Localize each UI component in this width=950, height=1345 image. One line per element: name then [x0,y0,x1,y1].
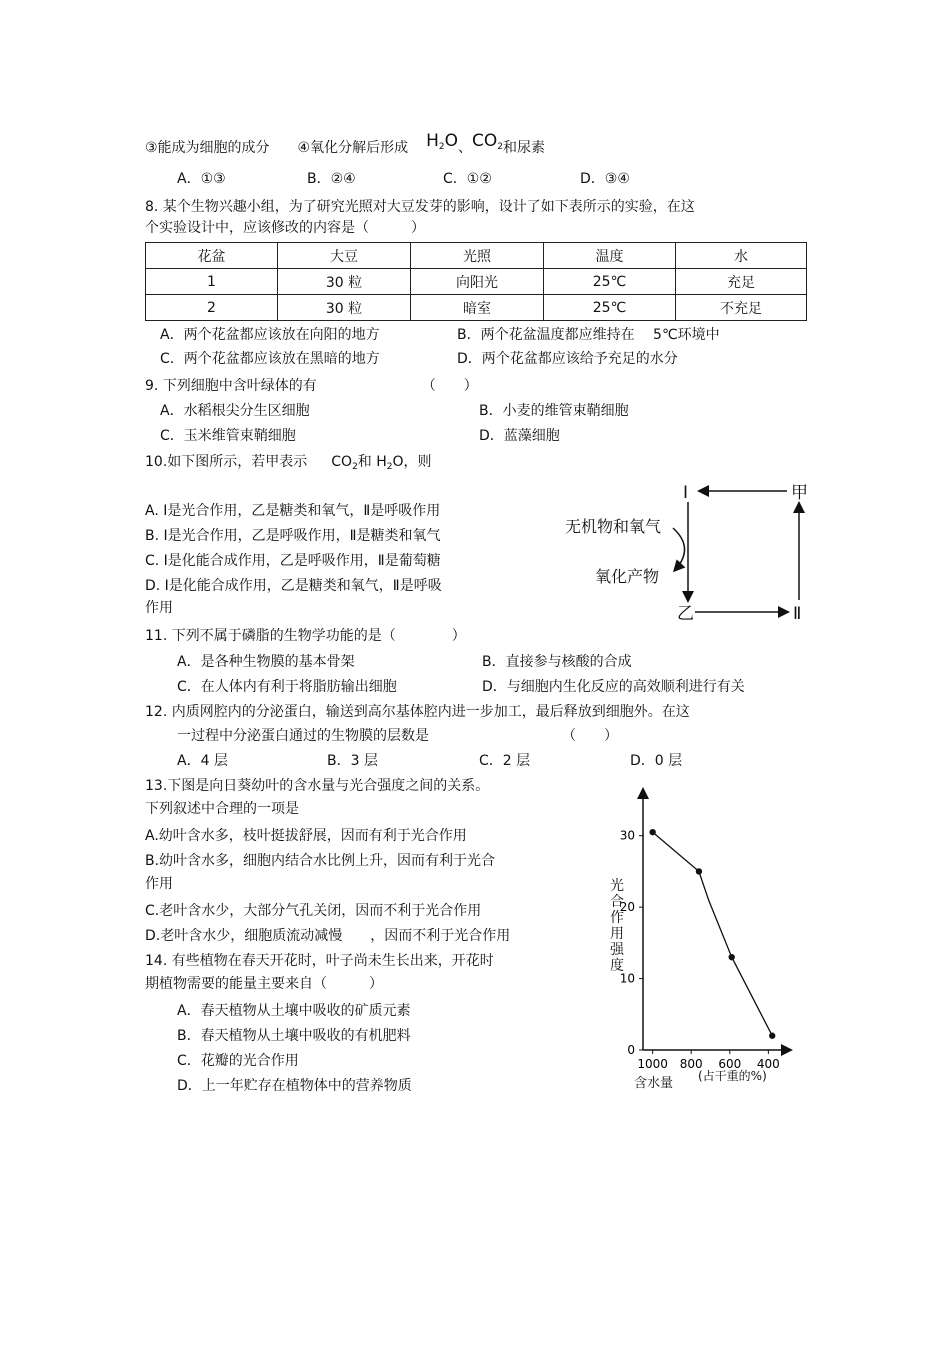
node-jia: 甲 [791,483,808,503]
q13-option-d: D.老叶含水少，细胞质流动减慢 ，因而不利于光合作用 [145,928,511,944]
experiment-table [145,242,807,321]
data-point [729,954,735,960]
table-header: 花盆 [146,243,278,269]
series-line [653,832,773,1036]
q7-option-b: B．②④ [307,171,356,187]
data-point [649,829,655,835]
table-cell: 25℃ [544,295,676,321]
table-header-row [146,243,807,269]
q11-option-a: A．是各种生物膜的基本骨架 [177,654,355,670]
q12-option-c: C．2 层 [479,753,531,769]
table-cell: 30 粒 [278,269,411,295]
curved-arrow [673,528,685,570]
q14-option-d: D．上一年贮存在植物体中的营养物质 [177,1078,412,1094]
data-point [696,868,702,874]
q12-stem-2: 一过程中分泌蛋白通过的生物膜的层数是 （ ） [177,728,618,744]
q9-stem: 9. 下列细胞中含叶绿体的有 （ ） [145,378,478,394]
q10-stem: 10.如下图所示，若甲表示 $CO_2$和 $H_2O$，则 [145,454,432,472]
q9-option-b: B．小麦的维管束鞘细胞 [479,403,629,419]
x-tick-label: 400 [756,1057,780,1071]
table-cell: 2 [146,295,278,321]
table-header: 温度 [544,243,676,269]
table-cell: 不充足 [676,295,807,321]
q7-option-c: C．①② [443,171,492,187]
q7-option-d: D．③④ [580,171,630,187]
q13-stem-2: 下列叙述中合理的一项是 [145,801,299,817]
table-row [146,269,807,295]
q12-stem-1: 12. 内质网腔内的分泌蛋白，输送到高尔基体腔内进一步加工，最后释放到细胞外。在这 [145,704,690,720]
q8-option-b: B．两个花盆温度都应维持在 5℃环境中 [457,327,720,343]
q10-co2: CO [331,454,353,470]
q11-option-c: C．在人体内有利于将脂肪输出细胞 [177,679,397,695]
y-tick-label: 0 [627,1043,635,1057]
q11-option-b: B．直接参与核酸的合成 [482,654,632,670]
label-inorganic-oxygen: 无机物和氧气 [565,517,662,536]
table-cell: 1 [146,269,278,295]
q9-option-d: D．蓝藻细胞 [479,428,560,444]
q8-stem-1: 8. 某个生物兴趣小组，为了研究光照对大豆发芽的影响，设计了如下表所示的实验，在这 [145,199,695,215]
q12-option-a: A．4 层 [177,753,228,769]
data-point [769,1033,775,1039]
node-II: Ⅱ [793,604,802,624]
q7-line-text: ③能成为细胞的成分 ④氧化分解后形成 [145,140,409,156]
q10-option-c: C. Ⅰ是化能合成作用，乙是呼吸作用，Ⅱ是葡萄糖 [145,553,441,569]
table-cell: 暗室 [411,295,544,321]
node-I: Ⅰ [683,483,689,503]
q10-stem-a: 10.如下图所示，若甲表示 [145,454,308,470]
q10-option-a: A. Ⅰ是光合作用，乙是糖类和氧气，Ⅱ是呼吸作用 [145,503,441,519]
table-header: 光照 [411,243,544,269]
table-cell: 25℃ [544,269,676,295]
x-tick-label: 600 [718,1057,742,1071]
q10-stem-b: 和 H [357,454,387,470]
x-axis-unit: (占干重的%) [698,1069,767,1083]
co2-formula: $CO_2$ [472,131,504,152]
table-cell: 向阳光 [411,269,544,295]
q10-option-d: D. Ⅰ是化能合成作用，乙是糖类和氧气，Ⅱ是呼吸 [145,578,442,594]
x-tick-group [637,1050,779,1071]
q12-option-d: D．0 层 [630,753,683,769]
q7-sep: 、 [458,140,473,156]
q14-option-c: C．花瓣的光合作用 [177,1053,299,1069]
table-header: 水 [676,243,807,269]
y-axis-label: 光合作用强度 [610,878,624,974]
q10-stem-c: O，则 [392,454,432,470]
q14-option-b: B．春天植物从土壤中吸收的有机肥料 [177,1028,411,1044]
q8-option-c: C．两个花盆都应该放在黑暗的地方 [160,351,380,367]
x-axis-label: 含水量 [634,1076,674,1091]
q7-option-a: A．①③ [177,171,226,187]
x-tick-label: 1000 [637,1057,668,1071]
q11-stem: 11. 下列不属于磷脂的生物学功能的是（ ） [145,628,466,644]
q9-option-a: A．水稻根尖分生区细胞 [160,403,310,419]
q14-stem-1: 14. 有些植物在春天开花时，叶子尚未生长出来，开花时 [145,953,494,969]
q13-stem-1: 13.下图是向日葵幼叶的含水量与光合强度之间的关系。 [145,778,490,794]
data-points [649,829,775,1039]
table-header: 大豆 [278,243,411,269]
q13-option-b-cont: 作用 [145,876,173,892]
x-tick-label: 800 [679,1057,703,1071]
table-row [146,295,807,321]
q7-line [145,131,546,162]
q13-option-c: C.老叶含水少，大部分气孔关闭，因而不利于光合作用 [145,903,482,919]
q8-option-d: D．两个花盆都应该给予充足的水分 [457,351,678,367]
y-tick-label: 10 [619,971,635,986]
q14-stem-2: 期植物需要的能量主要来自（ ） [145,976,383,992]
q12-option-b: B．3 层 [327,753,378,769]
q13-option-a: A.幼叶含水多，枝叶挺拔舒展，因而有利于光合作用 [145,828,467,844]
q13-option-b: B.幼叶含水多，细胞内结合水比例上升，因而有利于光合 [145,853,496,869]
q9-option-c: C．玉米维管束鞘细胞 [160,428,296,444]
q7-tail: 和尿素 [503,140,546,156]
q10-option-b: B. Ⅰ是光合作用，乙是呼吸作用，Ⅱ是糖类和氧气 [145,528,441,544]
q8-stem-2: 个实验设计中，应该修改的内容是（ ） [145,220,425,236]
q8-option-a: A．两个花盆都应该放在向阳的地方 [160,327,380,343]
water-photosynthesis-chart [590,780,805,1095]
label-oxidation-products: 氧化产物 [595,567,660,586]
y-tick-label: 30 [619,828,635,843]
node-yi: 乙 [677,604,694,624]
table-cell: 充足 [676,269,807,295]
q10-option-d-cont: 作用 [145,600,173,616]
h2o-formula: $H_2O$ [426,131,459,152]
q11-option-d: D．与细胞内生化反应的高效顺利进行有关 [482,679,745,695]
cycle-diagram [555,476,815,626]
table-cell: 30 粒 [278,295,411,321]
y-tick-label: 20 [619,900,635,915]
q14-option-a: A．春天植物从土壤中吸收的矿质元素 [177,1003,411,1019]
